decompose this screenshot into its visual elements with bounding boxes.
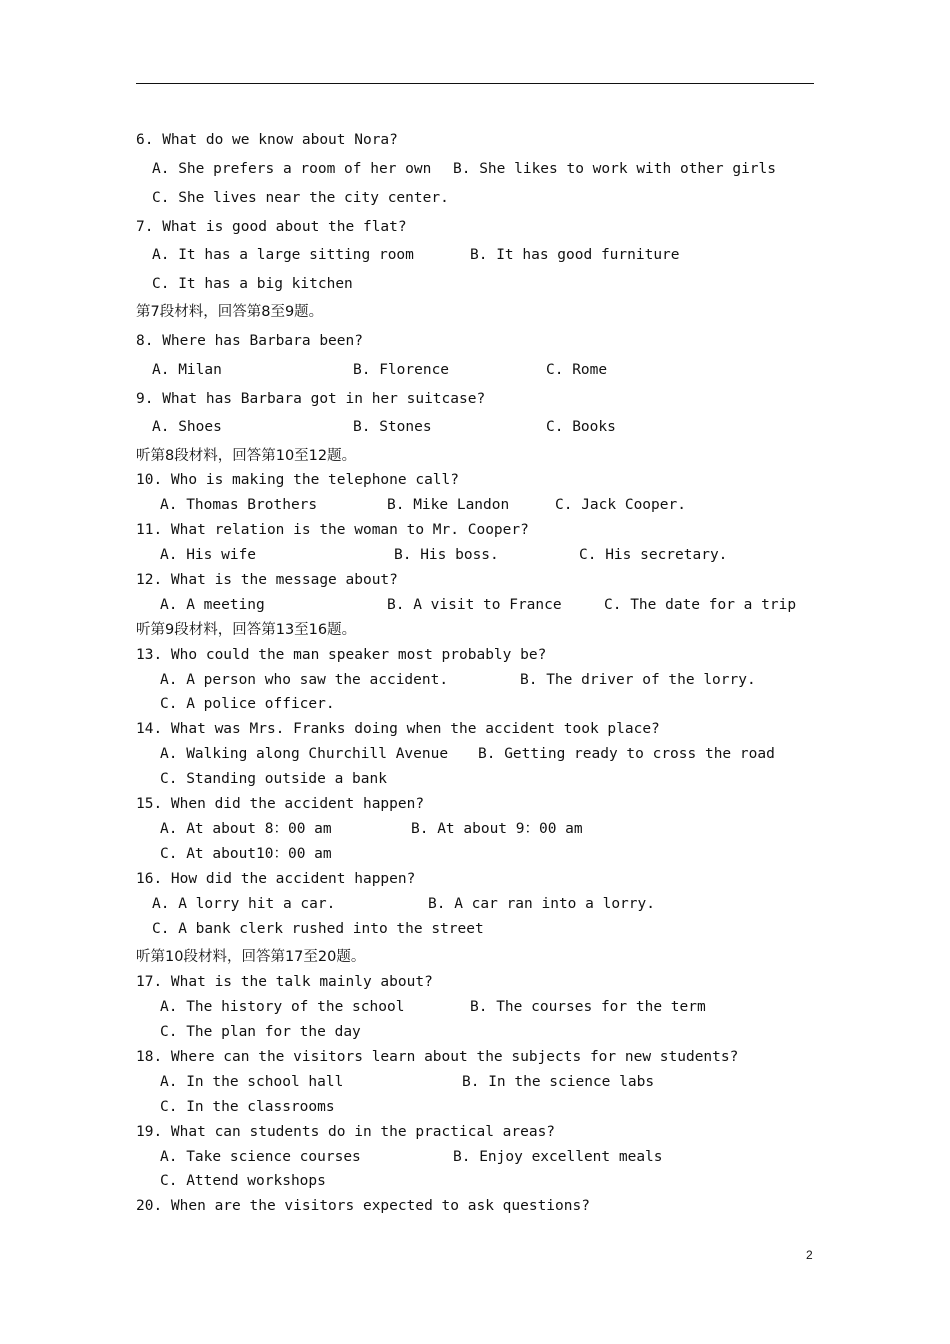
answer-option: B. A car ran into a lorry. xyxy=(428,896,655,912)
answer-option: C. The date for a trip xyxy=(604,597,797,613)
answer-option: B. In the science labs xyxy=(462,1074,655,1090)
answer-option: C. A bank clerk rushed into the street xyxy=(152,921,484,937)
question-text: 19. What can students do in the practical areas? xyxy=(136,1124,556,1140)
answer-option: A. His wife xyxy=(160,547,257,563)
answer-option: C. At about10：00 am xyxy=(160,846,332,862)
answer-option: B. The driver of the lorry. xyxy=(520,672,756,688)
question-text: 16. How did the accident happen? xyxy=(136,871,416,887)
answer-option: A. A person who saw the accident. xyxy=(160,672,449,688)
question-text: 17. What is the talk mainly about? xyxy=(136,974,433,990)
answer-option: C. Jack Cooper. xyxy=(555,497,686,513)
answer-option: B. Florence xyxy=(353,362,450,378)
answer-option: A. The history of the school xyxy=(160,999,405,1015)
section-instruction: 第7段材料，回答第8至9题。 xyxy=(136,304,324,320)
question-text: 15. When did the accident happen? xyxy=(136,796,425,812)
answer-option: A. Shoes xyxy=(152,419,222,435)
answer-option: B. Enjoy excellent meals xyxy=(453,1149,663,1165)
question-text: 20. When are the visitors expected to ask questions? xyxy=(136,1198,590,1214)
answer-option: C. She lives near the city center. xyxy=(152,190,449,206)
answer-option: A. She prefers a room of her own xyxy=(152,161,432,177)
question-text: 13. Who could the man speaker most probably be? xyxy=(136,647,547,663)
answer-option: C. Attend workshops xyxy=(160,1173,326,1189)
answer-option: C. Rome xyxy=(546,362,608,378)
answer-option: B. Mike Landon xyxy=(387,497,510,513)
answer-option: A. At about 8：00 am xyxy=(160,821,332,837)
answer-option: B. His boss. xyxy=(394,547,499,563)
answer-option: C. Books xyxy=(546,419,616,435)
answer-option: A. A lorry hit a car. xyxy=(152,896,336,912)
answer-option: B. She likes to work with other girls xyxy=(453,161,777,177)
answer-option: B. A visit to France xyxy=(387,597,562,613)
question-text: 11. What relation is the woman to Mr. Cooper? xyxy=(136,522,529,538)
answer-option: B. Getting ready to cross the road xyxy=(478,746,775,762)
answer-option: C. It has a big kitchen xyxy=(152,276,353,292)
question-text: 14. What was Mrs. Franks doing when the accident took place? xyxy=(136,721,660,737)
section-instruction: 听第8段材料，回答第10至12题。 xyxy=(136,448,357,464)
answer-option: C. In the classrooms xyxy=(160,1099,335,1115)
answer-option: A. Thomas Brothers xyxy=(160,497,318,513)
header-rule xyxy=(136,83,814,84)
answer-option: C. His secretary. xyxy=(579,547,728,563)
answer-option: B. At about 9：00 am xyxy=(411,821,583,837)
answer-option: C. Standing outside a bank xyxy=(160,771,387,787)
answer-option: A. Take science courses xyxy=(160,1149,361,1165)
answer-option: A. Walking along Churchill Avenue xyxy=(160,746,449,762)
section-instruction: 听第10段材料，回答第17至20题。 xyxy=(136,949,366,965)
question-text: 10. Who is making the telephone call? xyxy=(136,472,460,488)
answer-option: C. A police officer. xyxy=(160,696,335,712)
page-number: 2 xyxy=(806,1248,813,1262)
question-text: 8. Where has Barbara been? xyxy=(136,333,363,349)
question-text: 9. What has Barbara got in her suitcase? xyxy=(136,391,486,407)
answer-option: B. The courses for the term xyxy=(470,999,706,1015)
answer-option: A. Milan xyxy=(152,362,222,378)
answer-option: B. It has good furniture xyxy=(470,247,680,263)
answer-option: A. In the school hall xyxy=(160,1074,344,1090)
question-text: 7. What is good about the flat? xyxy=(136,219,407,235)
section-instruction: 听第9段材料，回答第13至16题。 xyxy=(136,622,357,638)
question-text: 12. What is the message about? xyxy=(136,572,398,588)
question-text: 18. Where can the visitors learn about the subjects for new students? xyxy=(136,1049,739,1065)
answer-option: C. The plan for the day xyxy=(160,1024,361,1040)
answer-option: A. A meeting xyxy=(160,597,265,613)
answer-option: B. Stones xyxy=(353,419,432,435)
question-text: 6. What do we know about Nora? xyxy=(136,132,398,148)
answer-option: A. It has a large sitting room xyxy=(152,247,414,263)
